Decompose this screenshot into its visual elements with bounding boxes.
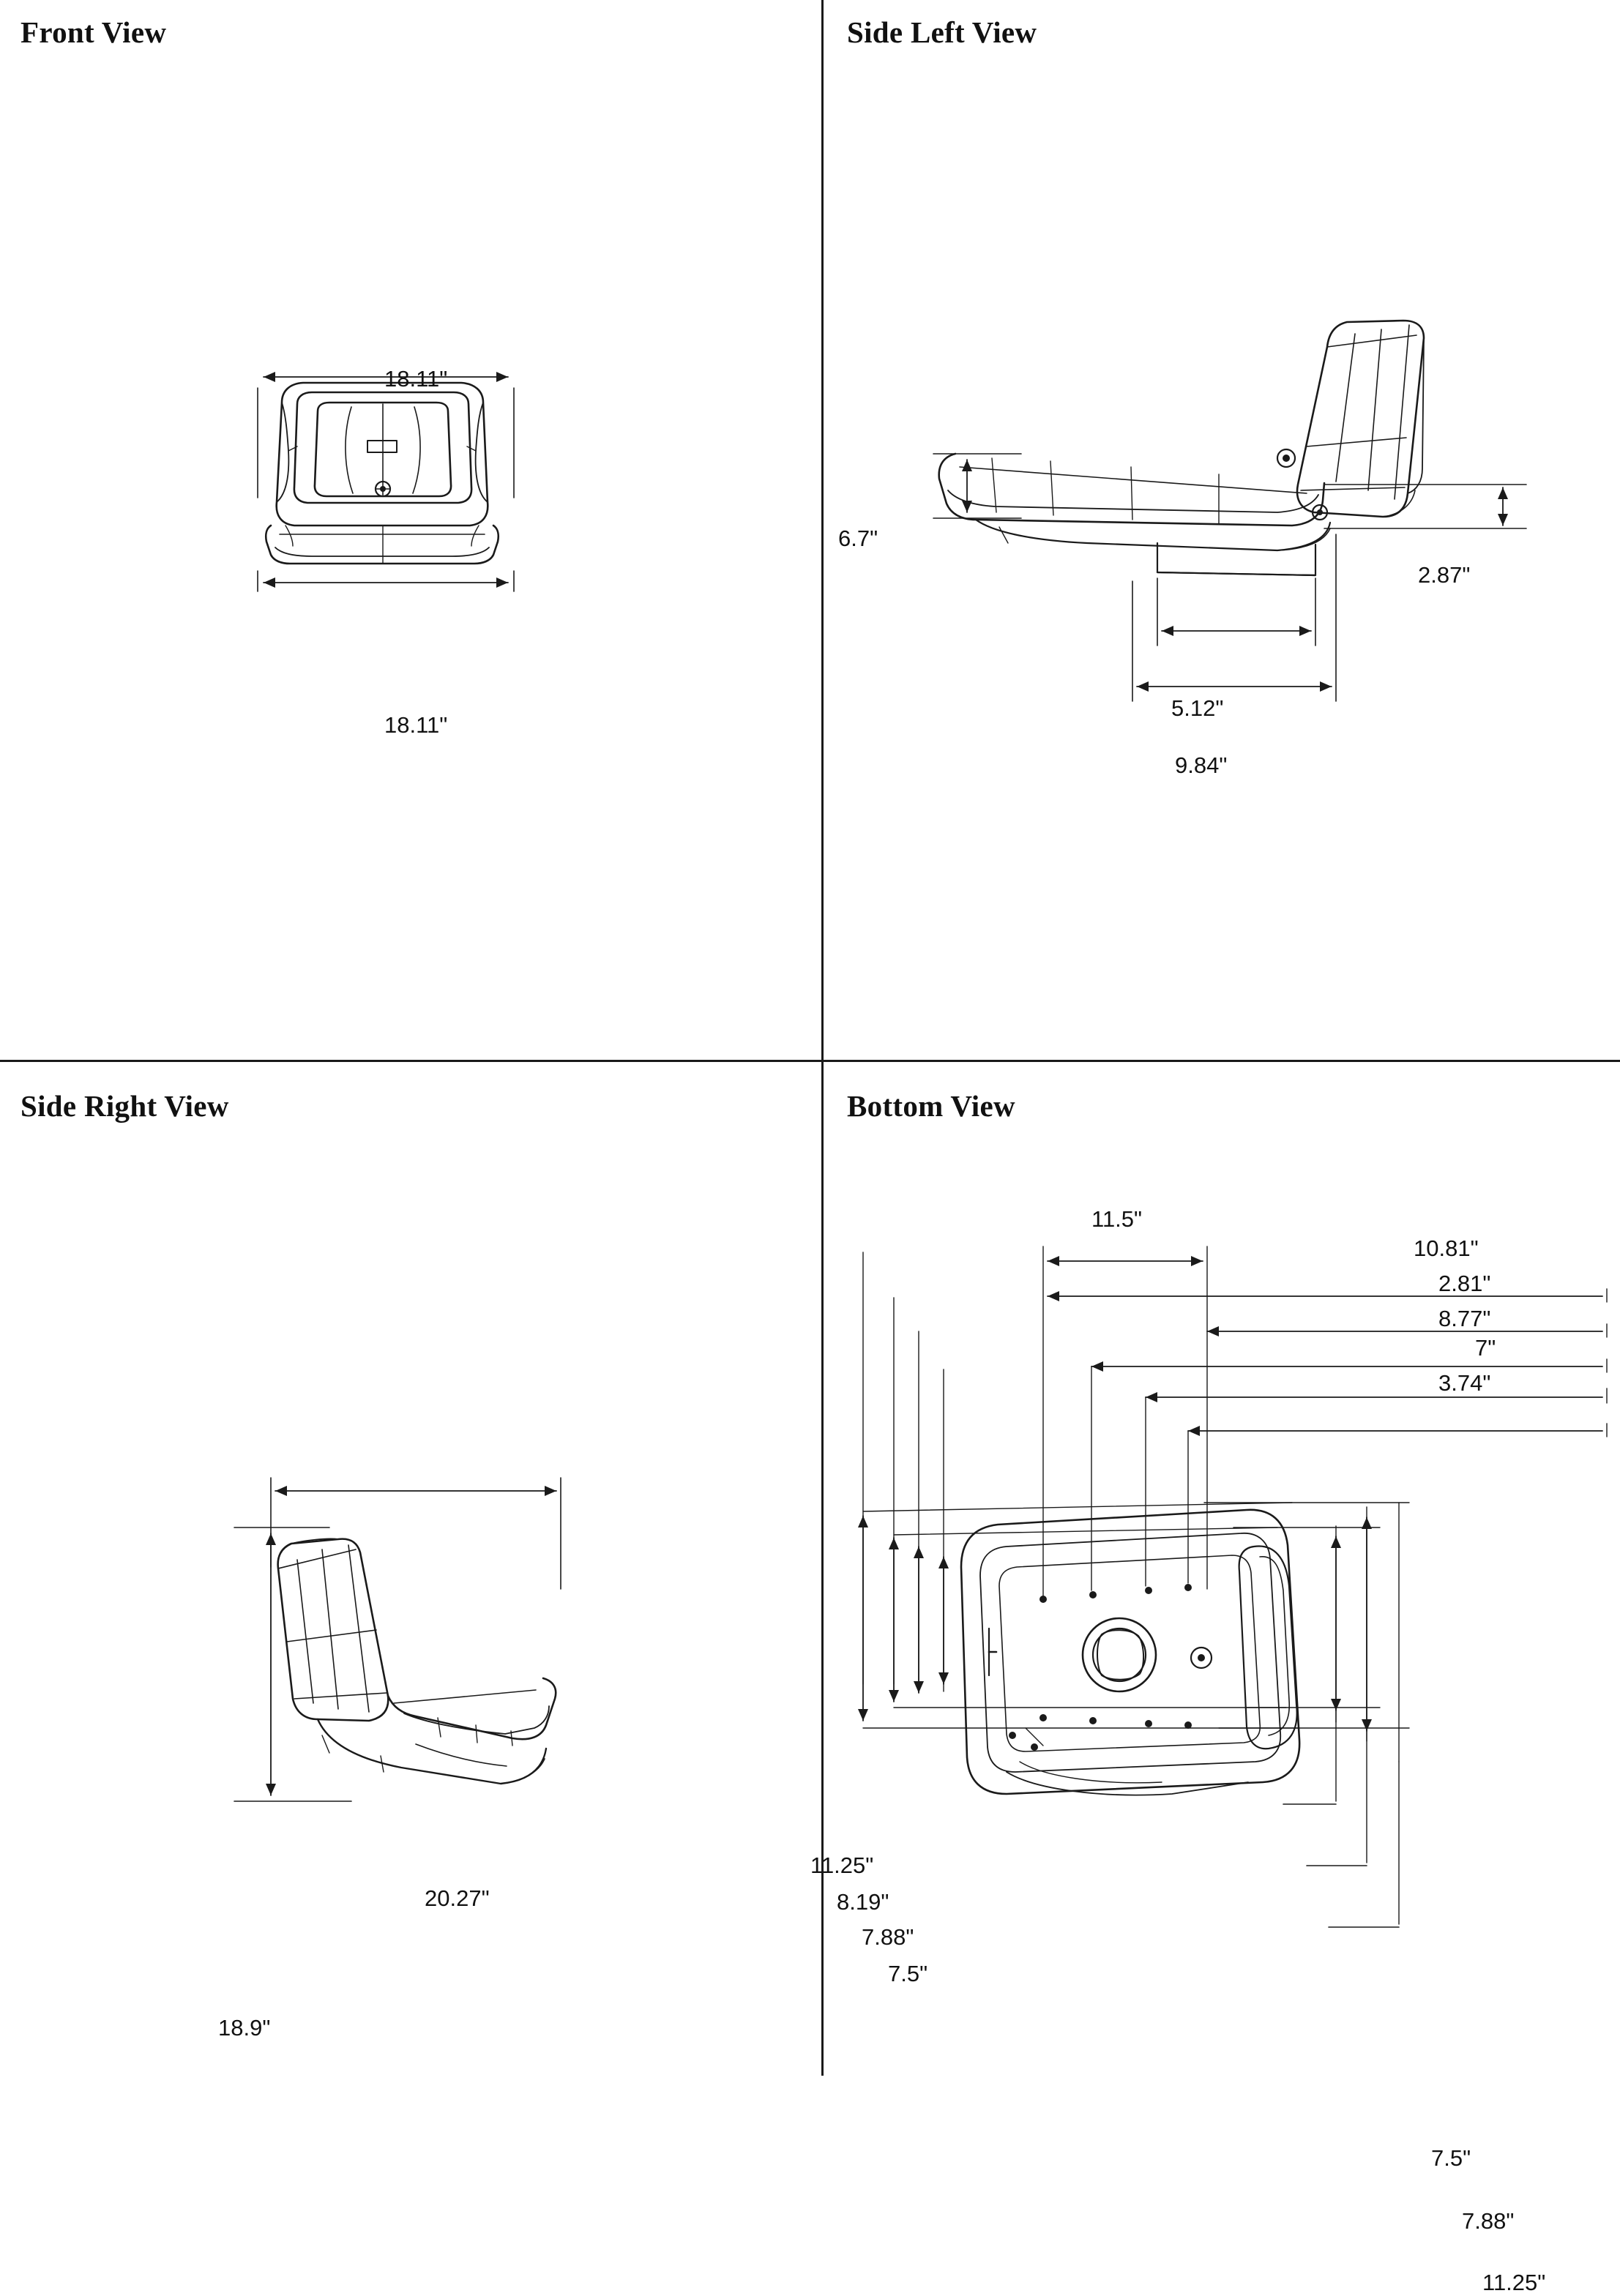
bottom-dim-11-25-left: 11.25" (810, 1852, 874, 1878)
quadrant-side-left-view (824, 0, 1620, 1060)
side-right-view-drawing (205, 1457, 615, 1867)
side-right-dim-height: 18.9" (218, 2015, 271, 2041)
bottom-dim-7: 7" (1475, 1335, 1496, 1361)
quadrant-bottom-view (810, 1062, 1620, 2295)
side-left-view-title: Side Left View (847, 15, 1037, 49)
front-dim-width-top: 18.11" (384, 366, 448, 392)
front-dim-width-bottom: 18.11" (384, 712, 448, 738)
front-view-drawing (242, 359, 556, 688)
bottom-dim-7-5-right: 7.5" (1431, 2145, 1471, 2171)
bottom-view-title: Bottom View (847, 1089, 1015, 1123)
bottom-view-drawing (824, 1216, 1620, 2065)
side-left-dim-cushion-height: 6.7" (838, 526, 878, 551)
bottom-dim-7-88-right: 7.88" (1462, 2208, 1515, 2234)
quadrant-front-view (0, 0, 821, 1060)
quadrant-side-right-view (0, 1062, 821, 2076)
bottom-dim-8-77: 8.77" (1438, 1306, 1491, 1331)
front-view-title: Front View (20, 15, 167, 49)
bottom-dim-7-5-left: 7.5" (888, 1961, 928, 1986)
side-right-view-title: Side Right View (20, 1089, 229, 1123)
bottom-dim-3-74: 3.74" (1438, 1370, 1491, 1396)
side-left-dim-mount-spacing: 5.12" (1171, 695, 1224, 721)
side-left-dim-base-offset: 2.87" (1418, 562, 1471, 588)
side-left-dim-base-depth: 9.84" (1175, 752, 1228, 778)
bottom-dim-2-81: 2.81" (1438, 1271, 1491, 1296)
bottom-dim-8-19: 8.19" (837, 1889, 889, 1915)
side-right-dim-depth: 20.27" (425, 1885, 490, 1911)
bottom-dim-11-25-right: 11.25" (1482, 2270, 1546, 2295)
bottom-dim-10-81: 10.81" (1414, 1235, 1479, 1261)
bottom-dim-11-5: 11.5" (1091, 1206, 1143, 1232)
bottom-dim-7-88-left: 7.88" (862, 1924, 914, 1950)
